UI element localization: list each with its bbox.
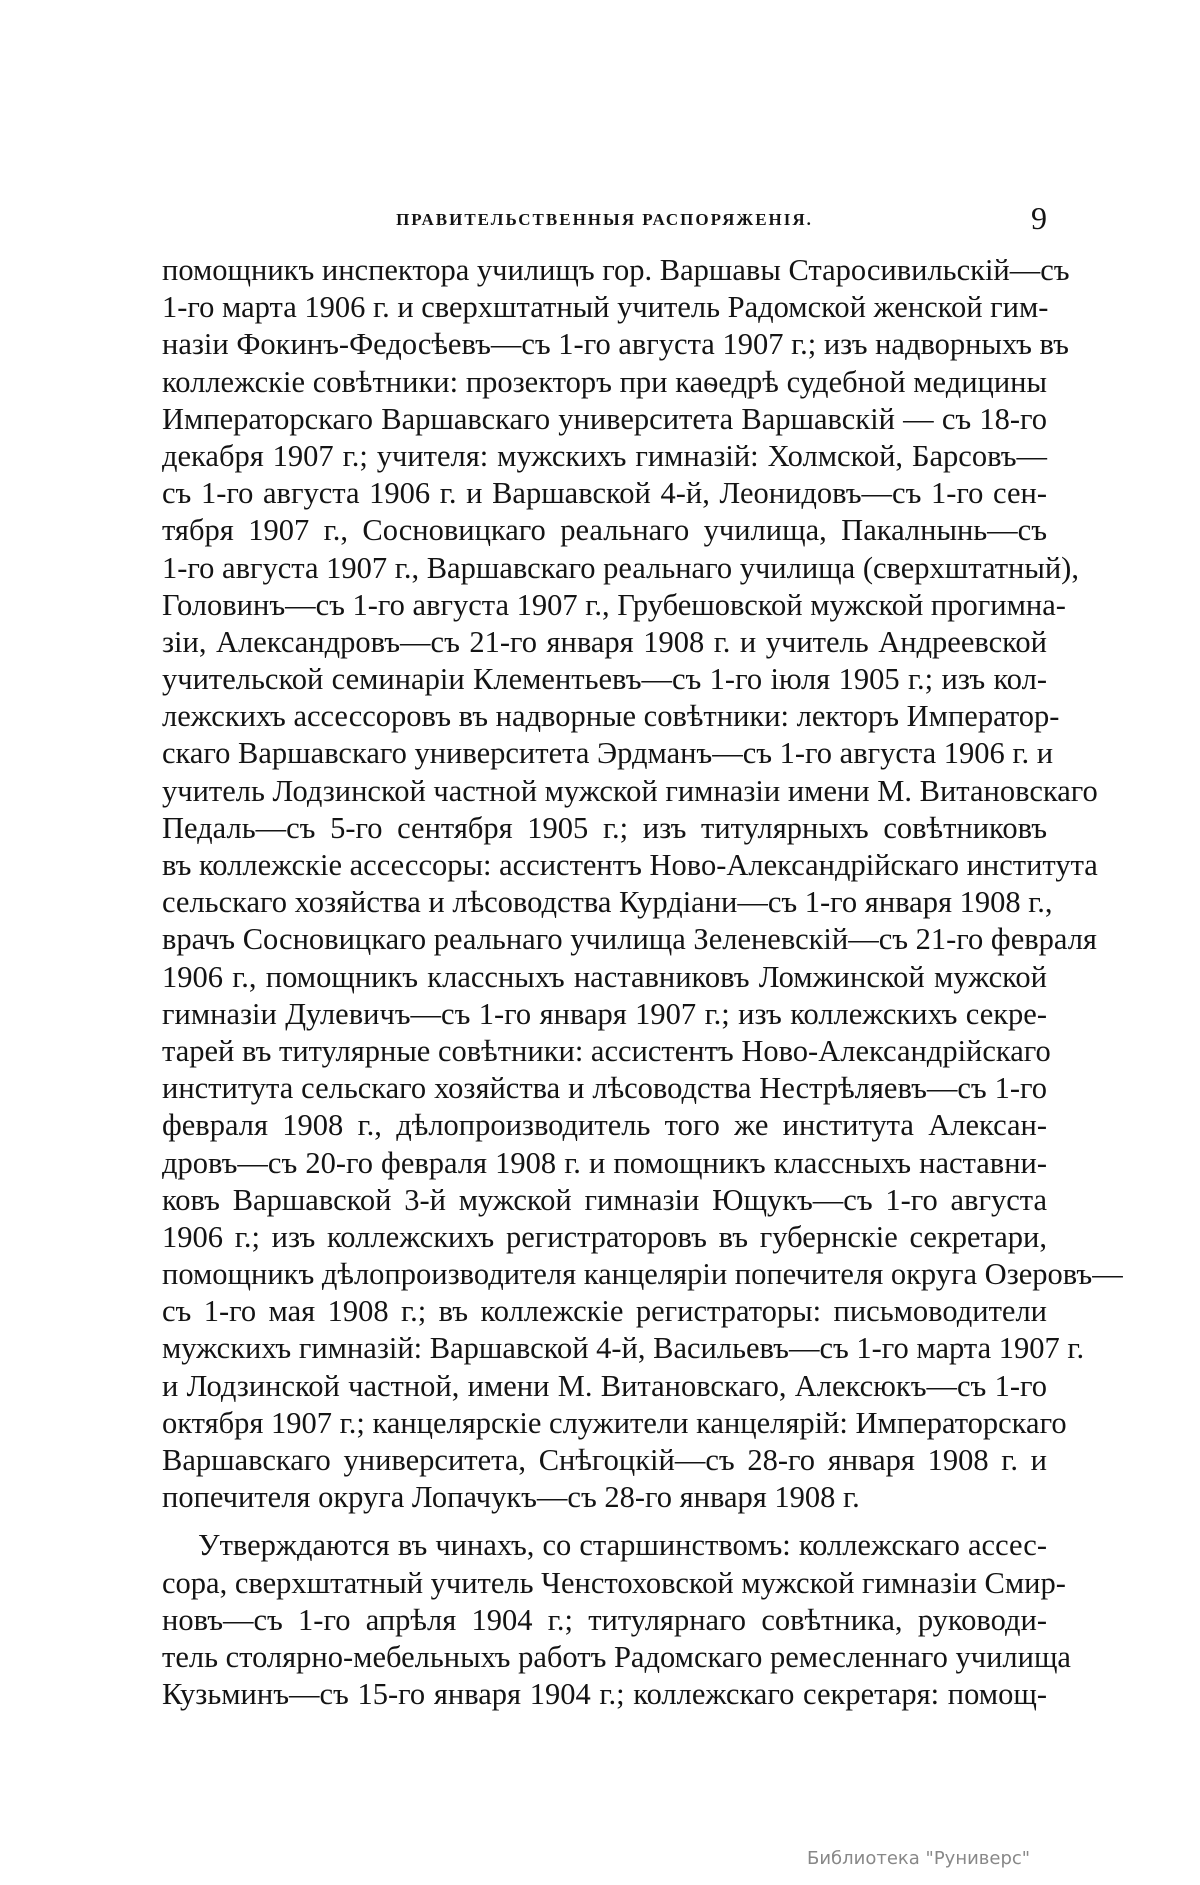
text-line: мужскихъ гимназій: Варшавской 4-й, Васильевъ—съ 1-го марта 1907 г. <box>162 1331 1085 1366</box>
text-line: съ 1-го мая 1908 г.; въ коллежскіе регистраторы: письмоводители <box>162 1294 1047 1329</box>
text-line: ковъ Варшавской 3-й мужской гимназіи Ющукъ—съ 1-го августа <box>162 1182 1047 1217</box>
text-line: сельскаго хозяйства и лѣсоводства Курдіани—съ 1-го января 1908 г., <box>162 885 1053 920</box>
page-number: 9 <box>1031 200 1047 236</box>
text-line: врачъ Сосновицкаго реальнаго училища Зеленевскій—съ 21-го февраля <box>162 922 1097 957</box>
body-text <box>162 252 1123 1713</box>
text-line: февраля 1908 г., дѣлопроизводитель того же института Алексан- <box>162 1108 1047 1143</box>
text-line: учительской семинаріи Клементьевъ—съ 1-го іюля 1905 г.; изъ кол- <box>162 662 1047 697</box>
text-line: сора, сверхштатный учитель Ченстоховской мужской гимназіи Смир- <box>162 1565 1066 1600</box>
text-line: дровъ—съ 20-го февраля 1908 г. и помощникъ классныхъ наставни- <box>162 1145 1047 1180</box>
paragraph-start-line: Утверждаются въ чинахъ, со старшинствомъ: коллежскаго ассес- <box>198 1528 1047 1563</box>
text-line: и Лодзинской частной, имени М. Витановскаго, Алексюкъ—съ 1-го <box>162 1368 1047 1403</box>
text-line: въ коллежскіе ассессоры: ассистентъ Ново-Александрійскаго института <box>162 848 1098 882</box>
text-line: помощникъ дѣлопроизводителя канцеляріи попечителя округа Озеровъ— <box>162 1257 1123 1292</box>
text-line: 1906 г.; изъ коллежскихъ регистраторовъ въ губернскіе секретари, <box>162 1219 1047 1254</box>
text-line: 1-го марта 1906 г. и сверхштатный учитель Радомской женской гим- <box>162 290 1049 325</box>
text-line: съ 1-го августа 1906 г. и Варшавской 4-й, Леонидовъ—съ 1-го сен- <box>162 476 1047 511</box>
text-line: учитель Лодзинской частной мужской гимназіи имени М. Витановскаго <box>162 773 1098 808</box>
text-line: Императорскаго Варшавскаго университета Варшавскій — съ 18-го <box>162 401 1047 436</box>
text-line: назіи Фокинъ-Федосѣевъ—съ 1-го августа 1907 г.; изъ надворныхъ въ <box>162 327 1069 362</box>
text-line: тарей въ титулярные совѣтники: ассистентъ Ново-Александрійскаго <box>162 1033 1051 1068</box>
text-line: гимназіи Дулевичъ—съ 1-го января 1907 г.; изъ коллежскихъ секре- <box>162 996 1047 1031</box>
text-line: новъ—съ 1-го апрѣля 1904 г.; титулярнаго совѣтника, руководи- <box>162 1602 1047 1637</box>
page-header <box>162 200 1047 240</box>
text-line: коллежскіе совѣтники: прозекторъ при каѳедрѣ судебной медицины <box>162 364 1047 399</box>
text-line: Варшавскаго университета, Снѣгоцкій—съ 28-го января 1908 г. и <box>162 1443 1047 1477</box>
text-line: тября 1907 г., Сосновицкаго реальнаго училища, Пакалнынь—съ <box>162 513 1047 548</box>
text-line: помощникъ инспектора училищъ гор. Варшавы Старосивильскій—съ <box>162 253 1070 287</box>
text-line: тель столярно-мебельныхъ работъ Радомскаго ремесленнаго училища <box>162 1639 1071 1674</box>
text-line: института сельскаго хозяйства и лѣсоводства Нестрѣляевъ—съ 1-го <box>162 1071 1047 1106</box>
library-watermark: Библиотека "Руниверс" <box>807 1848 1031 1869</box>
text-line: 1906 г., помощникъ классныхъ наставниковъ Ломжинской мужской <box>162 959 1047 994</box>
text-line: Педаль—съ 5-го сентября 1905 г.; изъ титулярныхъ совѣтниковъ <box>162 810 1047 845</box>
running-title: ПРАВИТЕЛЬСТВЕННЫЯ РАСПОРЯЖЕНІЯ. <box>396 210 813 229</box>
text-line: октября 1907 г.; канцелярскіе служители канцелярій: Императорскаго <box>162 1405 1067 1440</box>
text-line: декабря 1907 г.; учителя: мужскихъ гимназій: Холмской, Барсовъ— <box>162 438 1047 473</box>
text-line: лежскихъ ассессоровъ въ надворные совѣтники: лекторъ Император- <box>162 699 1060 734</box>
text-line: скаго Варшавскаго университета Эрдманъ—съ 1-го августа 1906 г. и <box>162 736 1054 771</box>
text-line: Кузьминъ—съ 15-го января 1904 г.; коллежскаго секретаря: помощ- <box>162 1677 1047 1712</box>
text-line: 1-го августа 1907 г., Варшавскаго реальнаго училища (сверхштатный), <box>162 550 1079 585</box>
text-line: попечителя округа Лопачукъ—съ 28-го января 1908 г. <box>162 1480 860 1515</box>
text-line: зіи, Александровъ—съ 21-го января 1908 г. и учитель Андреевской <box>162 624 1047 659</box>
text-line: Головинъ—съ 1-го августа 1907 г., Грубешовской мужской прогимна- <box>162 587 1066 622</box>
